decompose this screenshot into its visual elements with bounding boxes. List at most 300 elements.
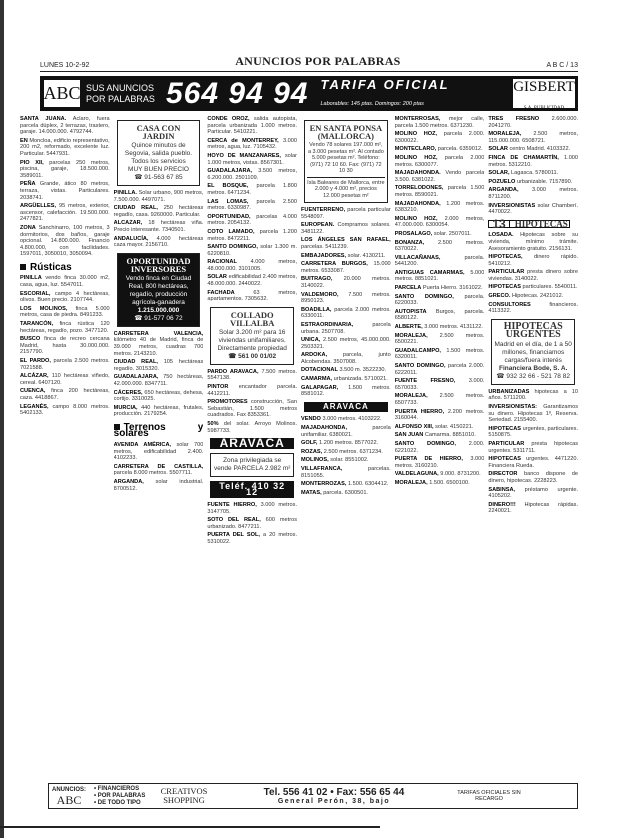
- phone-number: 932 32 66 - 521 78 82: [506, 372, 570, 380]
- classified-ad: [20, 388, 110, 401]
- ad-keyword: ZONA: [20, 224, 36, 231]
- classified-ad: [207, 274, 297, 287]
- classified-ad: [20, 321, 110, 334]
- ad-keyword: PARTICULAR: [488, 269, 525, 276]
- classified-ad: [20, 160, 110, 180]
- ad-body: parcela 2.000. 6300022.: [394, 131, 485, 144]
- ad-body: parcela 1.500 metros. 8590021.: [394, 185, 485, 198]
- gisbert-logo: [513, 79, 575, 111]
- classified-ad: [301, 261, 391, 274]
- ad-keyword: HIPOTECAS,: [488, 254, 523, 261]
- ad-body: Burgos, parcela. 6580122.: [394, 308, 485, 322]
- ad-body: dinero rápido. 5410212.: [488, 254, 579, 267]
- ad-title: CASA CON JARDIN: [136, 123, 181, 141]
- ad-body: 3.000 metros. 8711200.: [488, 187, 579, 200]
- classified-ad: [20, 336, 110, 356]
- ad-body: 1.500. 6304412.: [346, 481, 389, 488]
- classified-ad: [207, 183, 297, 196]
- ad-keyword: TARANCÓN,: [20, 321, 54, 328]
- ad-body: Vendo parcela 3.500. 6381022.: [394, 170, 485, 183]
- ad-body: mejor calle, parcela 1.500 metros. 6371230.: [394, 116, 485, 129]
- ad-body: parcela particular 5548097.: [301, 207, 391, 220]
- ad-keyword: EL BOSQUE,: [207, 183, 249, 190]
- ad-keyword: AUTOPISTA: [394, 308, 427, 315]
- ad-body: 1.000 metros. 5312210.: [488, 154, 579, 168]
- classified-ad: [301, 481, 391, 488]
- ad-banner: [40, 76, 578, 111]
- ad-text: Vendo finca en Ciudad Real, 800 hectáreas, regadío, producción agrícola-ganadera: [125, 274, 192, 306]
- page-number: A B C / 13: [546, 62, 578, 69]
- classified-ad: [301, 367, 391, 374]
- ad-keyword: VILLACAÑANAS,: [394, 254, 441, 261]
- ad-keyword: LAS LOMAS,: [207, 198, 249, 205]
- ad-keyword: HOYO DE MANZANARES,: [207, 152, 281, 159]
- classified-ad: [207, 369, 297, 382]
- ad-body: particulares. 5540011.: [521, 284, 578, 291]
- ad-body: solar. 4130211.: [346, 252, 386, 259]
- ad-keyword: 50%: [207, 421, 219, 427]
- ad-body: salida autopista, parcela urbanizada 1.000 metros. Particular. 5410221.: [207, 116, 298, 136]
- classified-ad: [488, 502, 578, 515]
- ad-keyword: VENDO: [301, 416, 321, 423]
- ad-body: parcela 1.200 metros. 8472211.: [207, 228, 298, 242]
- ad-phone: ☎ 932 32 66 - 521 78 82: [496, 372, 570, 380]
- ad-body: solar 1.000 metros, vistas. 8567301.: [207, 152, 298, 166]
- ad-list: [395, 116, 485, 487]
- ad-body: 1.500 metros. 8581012.: [301, 384, 391, 398]
- ad-body: préstamo urgente. 4105202.: [488, 486, 579, 500]
- ad-keyword: GALAPAGAR,: [301, 384, 339, 391]
- classified-ad: [488, 389, 578, 402]
- ad-body: 95 metros, exterior, ascensor, calefacción. 19.500.000. 2477821.: [20, 203, 110, 223]
- ad-keyword: FUENTERRENO,: [301, 207, 346, 213]
- ad-body: parcela 2.500 metros. 7021588.: [20, 358, 110, 371]
- ad-keyword: PROSALAGO,: [394, 230, 433, 237]
- ad-body: 15.000 metros. 6533087.: [301, 261, 391, 274]
- ad-body: 1.200 metros. 6383210.: [394, 200, 485, 214]
- classified-ad: [207, 153, 297, 166]
- classified-ad: [395, 170, 485, 183]
- ad-box-santa-ponsa: [304, 120, 388, 203]
- classified-ad: [207, 259, 297, 272]
- ad-keyword: GOLF,: [301, 440, 318, 447]
- classified-ad: [301, 440, 391, 447]
- ad-body: solar. 2507011.: [432, 230, 472, 237]
- classified-ad: [395, 116, 485, 129]
- ad-list: [114, 331, 204, 418]
- classified-ad: [395, 480, 485, 487]
- column-4: [301, 116, 391, 776]
- ad-keyword: GUADALCAMPO,: [394, 347, 441, 354]
- ad-keyword: CONDE OROZ,: [207, 116, 250, 122]
- ad-text: Vendo 78 solares 197.000 m², a 3.000 pesetas m². Al contado 5.000 pesetas m². Teléfono: (971) 72 10 60. Fax: (971) 72 10 30: [307, 142, 384, 174]
- ad-body: finca rústica 120 hectáreas, regadío, pozo. 3477120.: [20, 321, 110, 334]
- ad-body: parcela. 6300501.: [321, 489, 368, 496]
- classified-ad: [301, 253, 391, 260]
- ad-keyword: SABINSA,: [488, 486, 516, 493]
- ad-body: 7.500 metros. 8950123.: [301, 291, 391, 305]
- ad-body: 650 hectáreas, dehesa, cortijo. 3310025.: [113, 389, 204, 403]
- footer-contact: [229, 787, 439, 805]
- ad-keyword: CONSULTORES: [488, 301, 531, 308]
- ad-keyword: EL PARDO,: [20, 358, 51, 364]
- ad-keyword: PEÑA: [20, 181, 36, 188]
- section-heading-rusticas: [20, 261, 110, 273]
- ad-body: Puerta Hierro. 3161022.: [421, 285, 483, 292]
- classified-ad: [395, 270, 485, 283]
- ad-body: 7.500 metros. 5547138.: [207, 368, 298, 382]
- ad-body: presta dinero sobre viviendas. 3140022.: [488, 269, 579, 282]
- aravaca-phone: Teléf. 410 32 12: [210, 481, 294, 498]
- abc-logo: ABC: [56, 792, 82, 807]
- classified-ad: [114, 331, 204, 357]
- ad-keyword: ESCORIAL,: [20, 290, 51, 297]
- classified-ad: [207, 421, 297, 434]
- page-title: ANUNCIOS POR PALABRAS: [235, 54, 401, 68]
- column-1: [20, 116, 110, 776]
- ad-list: [301, 416, 391, 496]
- classified-ad: [488, 441, 578, 454]
- classified-ad: [301, 457, 391, 464]
- banner-phone: 564 94 94: [166, 76, 309, 110]
- ad-body: solar 1.300 m. 6220810.: [207, 244, 298, 257]
- ad-body: Solar urbano, 900 metros, 7.500.000. 4497071.: [113, 190, 204, 203]
- ad-keyword: PINILLA.: [113, 190, 137, 196]
- ad-keyword: INVERSIONISTAS: [488, 202, 536, 209]
- ad-body: 3.000 metros. 3160210.: [394, 456, 485, 469]
- classified-ad: [207, 214, 297, 227]
- ad-body: 63 metros, apartamentos. 7305632.: [207, 289, 298, 303]
- ad-body: urbanizable. 7157890.: [515, 178, 573, 185]
- ad-body: 1.500. 6500100.: [427, 479, 470, 486]
- ad-keyword: TORRELODONES,: [394, 185, 444, 192]
- ad-keyword: CUENCA,: [20, 388, 46, 395]
- ad-keyword: MORALEJA,: [394, 393, 428, 400]
- ad-box-oportunidad: [117, 253, 201, 327]
- ad-body: parcela 2.000. 6222011.: [394, 363, 485, 376]
- ad-body: parcelas. 8151055.: [301, 466, 391, 479]
- ad-keyword: PROMOTORES: [207, 399, 248, 406]
- issue-date: LUNES 10-2-92: [40, 62, 90, 69]
- ad-body: parcela 2.500 metros. 6330987.: [207, 198, 298, 212]
- classified-ad: [395, 378, 485, 391]
- ad-body: 4.000 hectáreas caza mayor. 2156710.: [113, 235, 204, 249]
- ad-keyword: MAJADAHONDA,: [394, 200, 441, 207]
- classified-ad: [395, 348, 485, 361]
- ad-body: 2.500 metros. 6370022.: [394, 239, 485, 253]
- ad-keyword: SANTO DOMINGO,: [394, 363, 446, 369]
- ad-phone: ☎ 561 00 01/02: [228, 352, 277, 360]
- ad-keyword: PUERTA DE HIERRO,: [394, 456, 463, 463]
- classified-ad: [301, 307, 391, 320]
- bottom-rule: [0, 826, 380, 828]
- ad-keyword: SANTO DOMINGO,: [394, 440, 456, 447]
- classified-ad: [207, 517, 297, 530]
- classified-ad: [488, 456, 578, 469]
- ad-keyword: TRES FRESNO: [488, 116, 540, 122]
- classified-ad: [488, 203, 578, 216]
- ad-list: [488, 232, 578, 315]
- ad-body: 1.200 metros. 8577022.: [317, 440, 379, 447]
- ad-body: vendo finca 30.000 m2, casa, agua, luz. 5547011.: [20, 275, 110, 289]
- aravaca-heading: ARAVACA: [304, 402, 388, 413]
- ad-keyword: DIRECTOR: [488, 471, 518, 478]
- classified-ad: [114, 405, 204, 418]
- ad-body: 2.500 metros. 6507733.: [394, 393, 485, 406]
- ad-keyword: UNICA,: [301, 337, 321, 344]
- ad-body: 3.500 metros, 6.200.000. 2501109.: [207, 168, 298, 181]
- ad-keyword: MONTECLARO,: [394, 146, 437, 153]
- anuncios-label: ANUNCIOS:: [52, 786, 86, 793]
- ad-keyword: GRECO.: [488, 293, 511, 300]
- ad-body: Hipotecas sobre su vivienda, mínimo trámite. Asesoramiento gratuito. 2156131.: [488, 232, 579, 252]
- classified-ad: [395, 216, 485, 229]
- classified-ad: [114, 220, 204, 233]
- classified-ad: [301, 222, 391, 235]
- ad-keyword: GUADALAJARA,: [113, 374, 159, 381]
- footer-ad: [48, 783, 578, 809]
- classified-ad: [301, 425, 391, 438]
- ad-body: parcela 1.800 metros. 6471234.: [207, 183, 298, 196]
- classified-ad: [395, 424, 485, 431]
- classified-ad: [488, 487, 578, 500]
- classified-ad: [114, 205, 204, 218]
- phone-number: 91-563 67 85: [144, 174, 183, 181]
- ad-text: Quince minutos de Segovia, salida pueblo. Todos los servicios: [124, 142, 193, 165]
- creativos-logo: CREATIVOS SHOPPING: [160, 786, 208, 805]
- ad-keyword: ALCAZAR,: [113, 220, 143, 227]
- ad-keyword: MOLINO HOZ,: [394, 154, 438, 161]
- classified-ad: [395, 309, 485, 322]
- ad-keyword: FUENTE HIERRO,: [207, 501, 257, 508]
- ad-keyword: LOS ÁNGELES SAN RAFAEL,: [301, 237, 391, 244]
- ad-keyword: ARGANDA,: [113, 479, 144, 486]
- ad-body: 3.000 metros. 4103222.: [320, 416, 382, 423]
- tarifa-block: [320, 77, 449, 110]
- classified-ad: [207, 168, 297, 181]
- ad-body: 600 metros urbanizado. 8477211.: [207, 517, 297, 530]
- ad-keyword: PARDO ARAVACA,: [207, 368, 259, 375]
- ad-keyword: EN: [20, 137, 28, 144]
- ad-body: 3.000 metros. 3147705.: [207, 501, 298, 515]
- ad-body: urgentes, particulares. 5150875.: [488, 425, 579, 439]
- ad-keyword: FINCA DE CHAMARTÍN,: [488, 154, 559, 161]
- classified-ad: [488, 116, 578, 129]
- ad-phone: ☎ 91-563 67 85: [134, 174, 183, 181]
- ad-body: presta hipotecas urgentes. 5311711.: [488, 441, 579, 454]
- ad-keyword: ANDALUCÍA,: [113, 235, 149, 242]
- ad-body: Compramos solares. 3481122.: [301, 222, 391, 235]
- classified-ad: [114, 442, 204, 462]
- classified-ad: [395, 231, 485, 238]
- classified-ad: [488, 155, 578, 168]
- classified-ad: [395, 146, 485, 153]
- ad-keyword: ALBERTE,: [394, 324, 423, 331]
- ad-body: parcela, junto Alcobendas. 3507008.: [301, 352, 391, 365]
- classified-ad: [395, 456, 485, 469]
- ad-box-casa-con-jardin: [117, 120, 201, 186]
- ad-list: [488, 389, 578, 515]
- tarifa-detail: Laborables: 145 ptas. Domingos: 200 ptas: [320, 101, 424, 107]
- ad-body: hipotecas a 10 años. 5711200.: [488, 388, 579, 402]
- ad-keyword: BUITRAGO,: [301, 276, 333, 283]
- ad-body: 250 hectáreas regadío, casa. 9260000. Particular.: [113, 205, 204, 218]
- ad-keyword: BONANZA,: [394, 239, 425, 246]
- ad-body: parcela. 6359012.: [436, 146, 483, 153]
- ad-list: [20, 116, 110, 258]
- ad-body: campo 4 hectáreas, olivos. Buen precio. 2107744.: [20, 290, 110, 304]
- classified-ad: [20, 116, 110, 136]
- ad-keyword: POZUELO: [488, 178, 516, 185]
- section-heading-terrenos: [113, 421, 204, 440]
- ad-keyword: ARGÜELLES,: [20, 203, 57, 210]
- classified-ad: [114, 479, 204, 492]
- classified-ad: [301, 490, 391, 497]
- aravaca-banner: ARAVACA: [210, 438, 294, 449]
- ad-title: EN SANTA PONSA (MALLORCA): [309, 123, 383, 141]
- ad-body: 440 hectáreas, frutales, producción. 2179254.: [113, 404, 204, 418]
- ad-keyword: BUSCO: [20, 336, 41, 343]
- classified-ad: [488, 269, 578, 282]
- ad-list: [207, 502, 297, 546]
- ad-keyword: URBANIZADAS: [488, 388, 530, 395]
- classified-ad: [488, 284, 578, 291]
- ad-keyword: GUADALAJARA,: [207, 168, 253, 175]
- ad-keyword: MATAS,: [301, 489, 322, 496]
- classified-ad: [20, 306, 110, 319]
- classified-ad: [207, 502, 297, 515]
- ad-body: 3.500 m. 3522230.: [337, 367, 387, 374]
- address: General Perón, 38, bajo: [277, 798, 391, 805]
- banner-caption: [86, 83, 156, 105]
- ad-title: OPORTUNIDAD INVERSORES: [126, 255, 191, 274]
- ad-box-hipotecas-urgentes: [491, 319, 575, 385]
- ad-body: encantador parcela. 4412211.: [207, 384, 298, 397]
- classified-ad: [301, 352, 391, 365]
- ad-keyword: LOSADA.: [488, 232, 514, 239]
- ad-body: parcela urbana. 2507708.: [301, 321, 391, 335]
- ad-body: solar industrial. 8700512.: [113, 479, 204, 492]
- classified-ad: [114, 190, 204, 203]
- ad-price: 1.215.000.000: [137, 306, 180, 314]
- ad-body: 9.000. 8731200.: [438, 471, 481, 478]
- ad-body: finca 200 hectáreas, caza. 4418867.: [20, 388, 110, 401]
- ad-keyword: CERCA de MONTERREY,: [207, 137, 279, 144]
- ad-body: solar. 8551002.: [328, 457, 369, 464]
- column-2: [114, 116, 204, 776]
- ad-body: urbanizada. 5710021.: [332, 376, 388, 383]
- classified-ad: [395, 285, 485, 292]
- ad-keyword: EUROPEAN.: [301, 222, 335, 229]
- ad-keyword: SOLAR: [488, 146, 508, 153]
- ad-body: parcela 8.000 metros. 5507711.: [113, 470, 193, 477]
- ad-keyword: DINERO!!!: [488, 501, 516, 508]
- phone-number: 91-577 06 72: [144, 314, 183, 322]
- ad-keyword: MOLINOS,: [301, 457, 329, 464]
- ad-body: urgentes. 4471220. Financiera Rueda.: [488, 456, 579, 469]
- ad-body: solar 700 metros, edificabilidad 2.400. 4102233.: [113, 442, 204, 462]
- phone-fax: Tel. 556 41 02 • Fax: 556 65 44: [263, 787, 405, 798]
- ad-body: del solar. Arroyo Molinos. 5987733.: [207, 421, 298, 434]
- classified-ad: [114, 359, 204, 372]
- ad-keyword: ALCÁZAR,: [20, 373, 49, 380]
- page-header: [40, 56, 578, 72]
- ad-list: [114, 190, 204, 249]
- section-heading-hipotecas: [488, 216, 570, 231]
- ad-keyword: PINILLA: [20, 275, 42, 282]
- ad-keyword: CAMARMA,: [301, 376, 333, 383]
- tarifas-note: TARIFAS OFICIALES SIN RECARGO: [457, 790, 521, 802]
- ad-keyword: ESTRAORDINARIA,: [301, 321, 354, 328]
- ad-keyword: SANTO DOMINGO,: [394, 293, 454, 300]
- ad-box-collado-villalba: [210, 307, 294, 365]
- classified-ad: [20, 275, 110, 288]
- ad-body: Garantizamos su dinero. Hipotecas 1º, Reserva. Seriedad. 2155400.: [488, 404, 579, 424]
- ad-body: 2.000. 6221022.: [394, 440, 485, 454]
- ad-box-aravaca: [210, 453, 294, 477]
- ad-keyword: MURCIA,: [113, 404, 138, 411]
- classified-ad: [20, 203, 110, 223]
- classified-ad: [20, 291, 110, 304]
- classified-ad: [488, 404, 578, 424]
- ad-keyword: FUENTE FRESNO,: [394, 378, 456, 385]
- ad-body: centro Madrid. 4103322.: [507, 146, 571, 153]
- agency-sub: S.A. PUBLICIDAD: [523, 106, 565, 111]
- classified-ad: [395, 201, 485, 214]
- ad-title: COLLADO VILLALBA: [229, 309, 275, 328]
- classified-ad: [20, 138, 110, 158]
- ad-keyword: CARRETERA VALENCIA,: [113, 330, 204, 337]
- classified-ad: [488, 293, 578, 300]
- ad-body: parcelas. 5411239.: [301, 243, 349, 250]
- ad-keyword: ALFONSO XIII,: [394, 423, 434, 430]
- classified-ad: [395, 471, 485, 478]
- ad-keyword: VILLAFRANCA,: [301, 466, 343, 472]
- ad-body: 3.000 metros. 4131122.: [422, 324, 483, 331]
- ad-keyword: MOLINO HOZ,: [394, 215, 438, 222]
- ad-body: banco dispone de dinero, hipotecas. 2228223.: [488, 471, 579, 484]
- ad-keyword: COTO LAMADO,: [207, 228, 255, 235]
- ad-body: Sanchinarro, 100 metros, 3 dormitorios, dos baños, garaje opcional. 14.800.000. Financio 4.800.000, con facilidades. 1597011, 3050010, 3050094.: [20, 224, 110, 258]
- classified-ad: [488, 179, 578, 186]
- ad-body: kilómetro 40 de Madrid, finca de 39.000 metros, cuadras 700 metros. 2143210.: [113, 337, 204, 357]
- classified-ad: [395, 333, 485, 346]
- classified-ad: [20, 181, 110, 201]
- ad-keyword: MAJADAHONDA.: [394, 170, 441, 177]
- ad-keyword: DOTACIONAL: [301, 367, 338, 374]
- ad-body: 2.500 metros. 6500221.: [394, 332, 485, 346]
- ad-keyword: PUERTA DEL SOL,: [207, 532, 260, 539]
- classified-ad: [20, 358, 110, 371]
- ad-company: Financiera Bode, S. A.: [499, 364, 568, 372]
- classified-ad: [488, 146, 578, 153]
- ad-keyword: PIO XII,: [20, 159, 44, 166]
- ad-keyword: CÁCERES,: [113, 389, 143, 396]
- ad-body: Grande, ático 80 metros, terraza, vistas. Particulares. 2038741.: [20, 181, 110, 201]
- classified-ad: [395, 255, 485, 268]
- classified-ad: [395, 155, 485, 168]
- column-3: [207, 116, 297, 776]
- ad-body: finca 5.000 metros, casa de piedra. 8491233.: [20, 305, 110, 319]
- ad-list: [20, 275, 110, 416]
- classified-ad: [207, 532, 297, 545]
- classified-ad: [395, 432, 485, 439]
- ad-keyword: FACHADA: [207, 289, 235, 296]
- ad-body: edificabilidad 2.400 metros, 48.000.000. 2440022.: [207, 274, 298, 288]
- ad-keyword: PARCELA: [394, 285, 422, 292]
- ad-body: Hipotecas rápidas. 2240021.: [488, 501, 579, 515]
- square-bullet-icon: [20, 264, 26, 270]
